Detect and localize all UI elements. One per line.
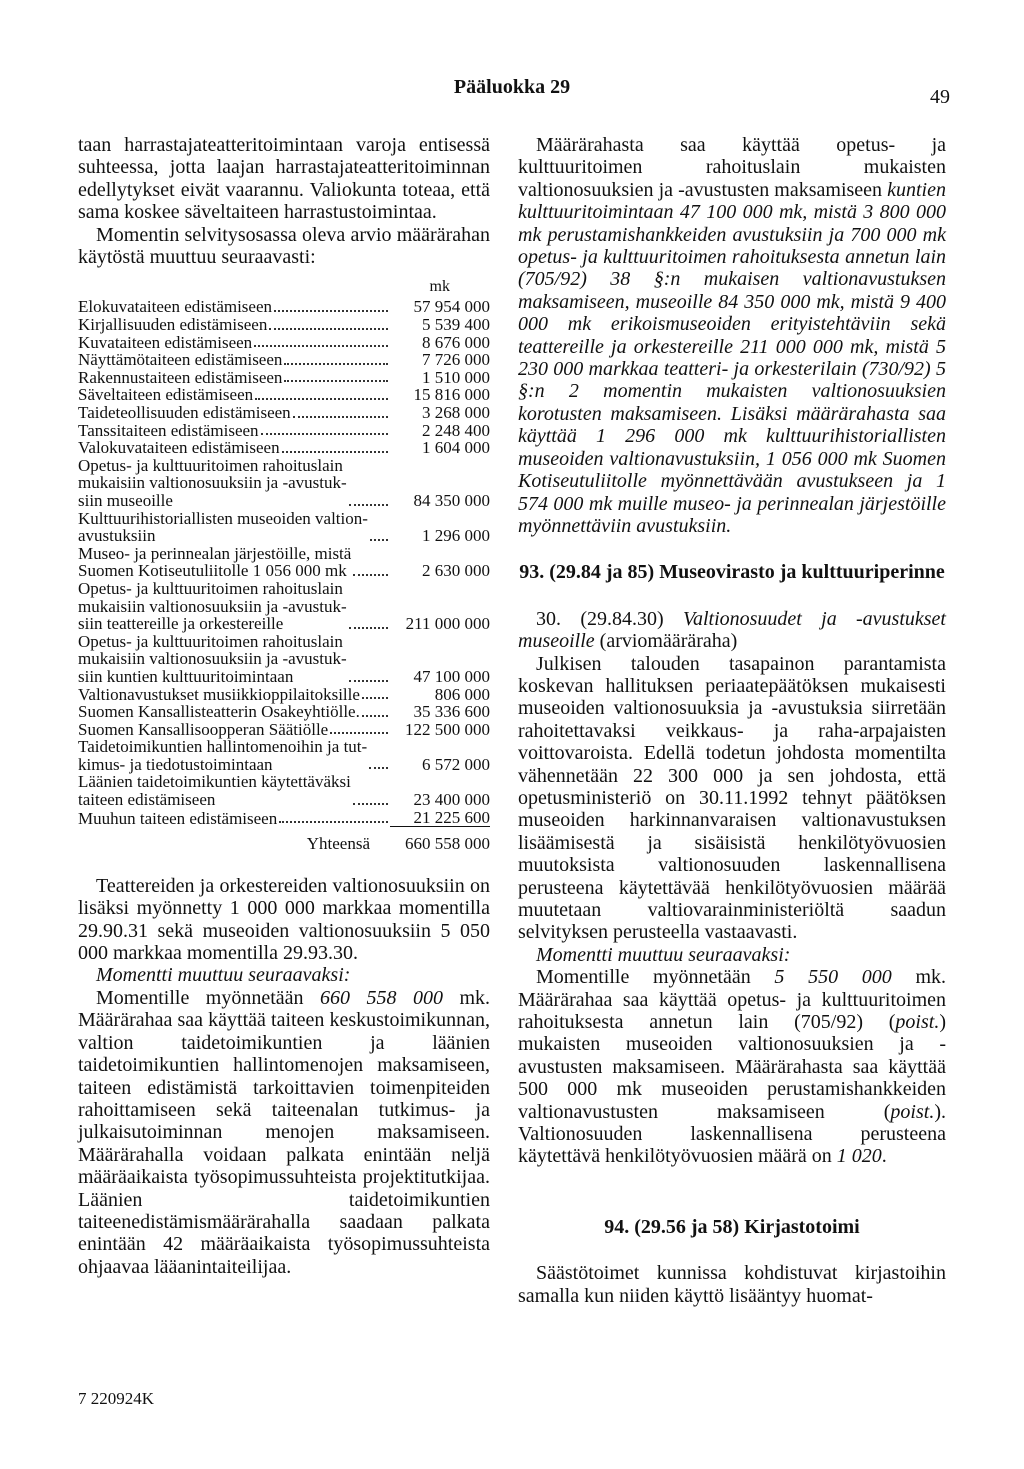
budget-row-label-cell [78, 334, 390, 352]
budget-row-label: Kuvataiteen edistämiseen [78, 332, 253, 352]
right-p4-c: ) mukaisten museoiden valtionosuuksien ja -avustusten maksamiseen. Määrärahasta saa käyttää 500 000 mk museoiden perustamishankkeiden valtionavustusten maksamiseen ( [518, 1011, 946, 1123]
budget-row-label-cell [78, 703, 390, 721]
dot-leader [369, 767, 388, 769]
budget-row-amount: 47 100 000 [413, 666, 490, 686]
budget-row-amount: 1 296 000 [422, 526, 490, 546]
budget-row-label: Suomen Kansallisteatterin Osakeyhtiölle. [78, 702, 360, 722]
section-93-heading: 93. (29.84 ja 85) Museovirasto ja kulttuuriperinne [519, 561, 945, 584]
dot-leader [353, 574, 388, 576]
dot-leader [353, 803, 388, 805]
budget-row-label: Säveltaiteen edistämiseen [78, 385, 254, 405]
budget-row [78, 404, 490, 422]
budget-row [78, 738, 490, 773]
budget-row [78, 686, 490, 704]
right-p4-amount: 5 550 000 [774, 966, 892, 989]
dot-leader [330, 732, 388, 734]
budget-row-amount: 7 726 000 [422, 350, 490, 370]
budget-row-label-cell [78, 404, 390, 422]
budget-row [78, 721, 490, 739]
budget-row-amount: 2 630 000 [422, 561, 490, 581]
dot-leader [349, 504, 388, 506]
budget-row [78, 809, 490, 828]
budget-row-label: Museo- ja perinnealan järjestöille, mistä Suomen Kotiseutuliitolle 1 056 000 mk [78, 543, 352, 581]
budget-row-amount: 2 248 400 [422, 420, 490, 440]
budget-row-amount: 211 000 000 [405, 614, 490, 634]
right-p4-poist-2: poist. [890, 1100, 935, 1123]
budget-row-label: Taideteollisuuden edistämiseen [78, 403, 291, 422]
budget-row [78, 386, 490, 404]
budget-row [78, 633, 490, 686]
right-paragraph-3: Momentti muuttuu seuraavaksi: [536, 943, 791, 966]
budget-row-label: Tanssitaiteen edistämiseen [78, 420, 259, 440]
left-after-table [78, 875, 490, 1278]
item-30-heading [518, 608, 946, 653]
budget-row [78, 298, 490, 316]
budget-row [78, 334, 490, 352]
budget-row-label: Elokuvataiteen edistämiseen [78, 297, 273, 317]
right-p4-poist-1: poist. [895, 1011, 940, 1034]
dot-leader [255, 398, 388, 400]
budget-row-label-cell [78, 510, 390, 545]
budget-row-label: Näyttämötaiteen edistämiseen [78, 350, 283, 370]
budget-total-label: Yhteensä [306, 834, 370, 854]
budget-row-label: Läänien taidetoimikuntien käytettäväksi taiteen edistämiseen [78, 772, 351, 810]
budget-row-amount: 1 604 000 [422, 438, 490, 458]
right-paragraph-5: Säästötoimet kunnissa kohdistuvat kirjastoihin samalla kun niiden käyttö lisääntyy huomat- [518, 1262, 946, 1307]
budget-row-label-cell [78, 580, 390, 633]
dot-leader [349, 627, 388, 629]
item-30-number: 30. (29.84.30) [536, 607, 683, 630]
dot-leader [269, 328, 388, 330]
budget-total-amount: 660 558 000 [405, 834, 490, 854]
budget-row-label-cell [78, 386, 390, 404]
budget-row [78, 422, 490, 440]
budget-row-label-cell [78, 545, 390, 580]
item-30-title: Valtionosuudet ja -avustukset museoille [518, 607, 946, 653]
right-p4-b: mk. Määrärahaa saa käyttää opetus- ja kulttuuritoimen rahoituksesta annetun lain (705/92) ( [518, 966, 946, 1034]
right-paragraph-1 [518, 134, 946, 537]
budget-row-label: Opetus- ja kulttuuritoimen rahoituslain mukaisiin valtionosuuksiin ja -avustuk- siin teattereille ja orkestereille [78, 578, 347, 634]
right-p4-d: ). Valtionosuuden laskennallisena perusteena käytettävä henkilötyövuosien määrä on [518, 1100, 946, 1168]
budget-rows [78, 298, 490, 827]
budget-row-amount: 6 572 000 [422, 754, 490, 774]
budget-row-amount: 122 500 000 [405, 719, 490, 739]
budget-row-label-cell [78, 298, 390, 316]
budget-row-label: Opetus- ja kulttuuritoimen rahoituslain mukaisiin valtionosuuksiin ja -avustuk- siin kuntien kulttuuritoimintaan [78, 631, 347, 686]
right-column [518, 134, 946, 1307]
budget-row-amount: 806 000 [434, 684, 490, 704]
dot-leader [284, 380, 388, 382]
right-paragraph-2: Julkisen talouden tasapainon parantamista koskevan hallituksen periaatepäätöksen mukaisesti museoiden valtionosuuksia ja -avustuksia siirretään rahoitettavaksi veikkaus- ja raha-arpajaisten voittovaroista. Edellä todetun johdosta momentilta vähennetään 22 300 000 ja sen johdosta, että opetusministeriö on 30.11.1992 tehnyt päätöksen museoiden harkinnanvaraisen valtionavustuksen lisäämisestä ja sisäisistä henkilötyövuosien muutoksista valtionosuuden laskennallisena perusteena käytettävää henkilötyövuosien määrää muutetaan valtiovarainministeriöltä saadun selvityksen perusteella vastaavasti. [518, 652, 946, 944]
budget-row-label-cell [78, 316, 390, 334]
dot-leader [261, 433, 388, 435]
budget-row [78, 703, 490, 721]
budget-row-amount: 57 954 000 [413, 297, 490, 317]
page-header-title: Pääluokka 29 [453, 76, 571, 98]
dot-leader [274, 310, 388, 312]
budget-row-amount: 3 268 000 [422, 403, 490, 422]
section-94-heading: 94. (29.56 ja 58) Kirjastotoimi [604, 1215, 860, 1238]
budget-total-row [78, 835, 490, 853]
budget-row-label-cell [78, 369, 390, 387]
budget-row-amount: 5 539 400 [422, 315, 490, 335]
budget-row-label: Muuhun taiteen edistämiseen [78, 808, 278, 828]
dot-leader [370, 539, 388, 541]
budget-row [78, 545, 490, 580]
right-p4-count: 1 020 [836, 1145, 882, 1168]
budget-row-label-cell [78, 721, 390, 739]
dot-leader [293, 416, 388, 418]
right-p4-e: . [881, 1145, 887, 1168]
budget-row-amount: 84 350 000 [413, 490, 490, 510]
right-paragraph-4 [518, 966, 946, 1168]
budget-row-label-cell [78, 439, 390, 457]
budget-unit: mk [429, 278, 450, 296]
budget-row [78, 773, 490, 808]
footer-code: 7 220924K [78, 1389, 155, 1408]
dot-leader [279, 821, 388, 823]
budget-row-label: Kulttuurihistoriallisten museoiden valtion- avustuksiin [78, 508, 368, 546]
right-p4-a: Momentille myönnetään [536, 966, 775, 989]
budget-row-label-cell [78, 422, 390, 440]
budget-row-label: Valtionavustukset musiikkioppilaitoksille [78, 684, 360, 704]
dot-leader [349, 680, 388, 682]
budget-row-label-cell [78, 633, 390, 686]
budget-row [78, 439, 490, 457]
budget-row-label-cell [78, 686, 390, 704]
left-column [78, 134, 490, 1278]
budget-row-amount: 35 336 600 [413, 702, 490, 722]
budget-row-label-cell [78, 773, 390, 808]
budget-row-amount: 8 676 000 [422, 332, 490, 352]
budget-row [78, 510, 490, 545]
dot-leader [284, 363, 388, 365]
left-paragraph-4: Momentti muuttuu seuraavaksi: [96, 964, 351, 987]
budget-row-label: Kirjallisuuden edistämiseen [78, 315, 268, 335]
budget-row [78, 316, 490, 334]
budget-row-label-cell [78, 810, 390, 828]
dot-leader [254, 345, 388, 347]
left-paragraph-3: Teattereiden ja orkestereiden valtionosuuksiin on lisäksi myönnetty 1 000 000 markkaa momentilla 29.90.31 sekä museoiden valtionosuuksiin 5 050 000 markkaa momentilla 29.93.30. [78, 874, 490, 965]
budget-row-amount: 23 400 000 [413, 790, 490, 810]
right-p1-italic: kuntien kulttuuritoimintaan 47 100 000 mk, mistä 3 800 000 mk perustamishankkeiden avustuksiin ja 700 000 mk opetus- ja kulttuuritoimen rahoituksesta annetun lain (705/92) 38 §:n mukaisen valtionavustuksen maksamiseen, museoille 84 350 000 mk, mistä 9 400 000 mk erikoismuseoiden erityistehtäviin sekä teattereille ja orkestereille 211 000 000 mk, mistä 5 230 000 markkaa teatteri- ja orkesterilain (730/92) 5 §:n 2 momentin mukaisten valtionosuuksien korotusten maksamiseen. Lisäksi määrärahasta saa käyttää 1 296 000 mk kulttuurihistoriallisten museoiden valtionavustuksiin, 1 056 000 mk Suomen Kotiseutuliitolle myönnettävään avustukseen ja 1 574 000 mk muille museo- ja perinnealan järjestöille myönnettäviin avustuksiin. [518, 178, 946, 537]
left-paragraph-1: taan harrastajateatteritoimintaan varoja entisessä suhteessa, jotta laajan harrastajateatteritoiminnan edellytykset eivät vaarannu. Valiokunta toteaa, että sama koskee säveltaiteen harrastustoimintaa. [78, 134, 490, 224]
budget-row-label-cell [78, 351, 390, 369]
page-number: 49 [930, 86, 950, 108]
budget-row-label: Valokuvataiteen edistämiseen [78, 438, 280, 458]
right-p1-start: Määrärahasta saa käyttää opetus- ja kulttuuritoimen rahoituslain mukaisten valtionosuuksien ja -avustusten maksamiseen [518, 134, 946, 201]
budget-row [78, 351, 490, 369]
budget-row-label: Opetus- ja kulttuuritoimen rahoituslain mukaisiin valtionosuuksiin ja -avustuk- siin museoille [78, 455, 347, 510]
left-paragraph-2: Momentin selvitysosassa oleva arvio määrärahan käytöstä muuttuu seuraavasti: [78, 223, 490, 269]
budget-row-amount: 15 816 000 [413, 385, 490, 405]
left-p5-rest: mk. Määrärahaa saa käyttää taiteen keskustoimikunnan, valtion taidetoimikuntien ja läänien taidetoimikuntien hallintomenojen maksamiseen, taiteen edistämistä tarkoittavien toimenpiteiden rahoittamiseen sekä taiteenalan tutkimus- ja julkaisutoiminnan menojen maksamiseen. Määrärahalla voidaan palkata enintään neljä määräaikaista työsopimussuhteista projektitutkijaa. Läänien taidetoimikuntien taiteenedistämismäärärahalla saadaan palkata enintään 42 määräaikaista työsopimussuhteista ohjaavaa lääanintaiteilijaa. [78, 986, 490, 1278]
budget-row-label-cell [78, 738, 390, 773]
dot-leader [362, 697, 388, 699]
left-paragraph-5 [78, 987, 490, 1278]
budget-row [78, 580, 490, 633]
budget-row-label: Suomen Kansallisoopperan Säätiölle [78, 719, 329, 739]
left-p5-start: Momentille myönnetään [96, 986, 321, 1009]
budget-row-amount: 1 510 000 [422, 367, 490, 387]
item-30-type: (arviomääräraha) [594, 630, 738, 653]
dot-leader [282, 451, 388, 453]
left-p5-amount: 660 558 000 [320, 986, 443, 1009]
budget-row [78, 369, 490, 387]
budget-row-label: Taidetoimikuntien hallintomenoihin ja tut- kimus- ja tiedotustoimintaan [78, 737, 368, 774]
budget-row-amount: 21 225 600 [390, 809, 490, 828]
dot-leader [362, 715, 388, 717]
budget-table [78, 278, 490, 852]
budget-row-label-cell [78, 457, 390, 510]
budget-row [78, 457, 490, 510]
budget-row-label: Rakennustaiteen edistämiseen [78, 367, 283, 387]
